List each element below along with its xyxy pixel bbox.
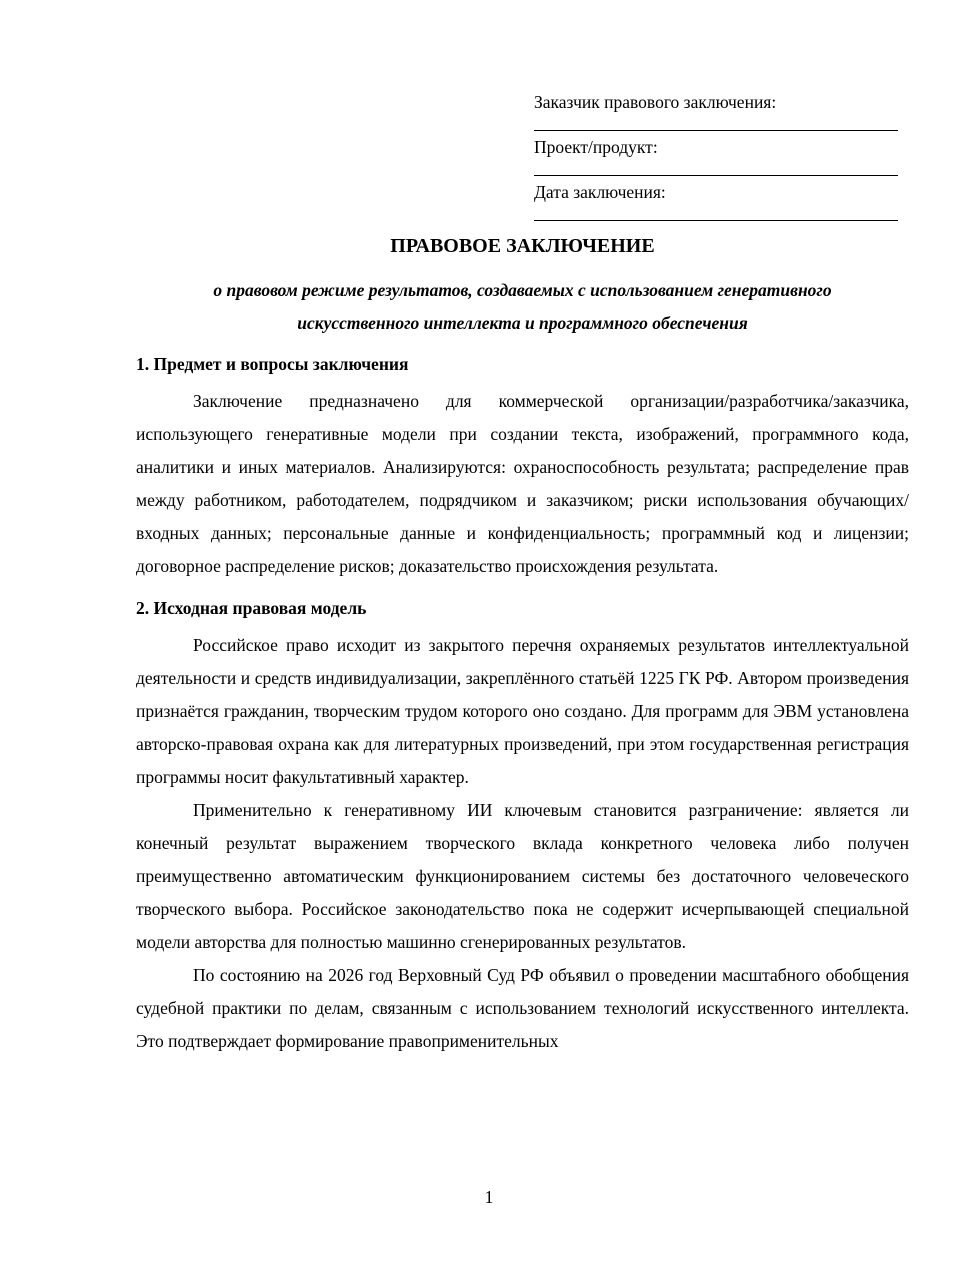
- paragraph: Российское право исходит из закрытого перечня охраняемых результатов интеллектуальной деятельности и средств индивидуализации, закреплённого статьёй 1225 ГК РФ. Автором произведения признаётся гражданин, творческим трудом которого оно создано. Для программ для ЭВМ установлена авторско-правовая охрана как для литературных произведений, при этом государственная регистрация программы носит факультативный характер.: [136, 635, 909, 787]
- paragraph: По состоянию на 2026 год Верховный Суд РФ объявил о проведении масштабного обобщения судебной практики по делам, связанным с использованием технологий искусственного интеллекта. Это подтверждает формирование правоприменительных: [136, 965, 909, 1051]
- paragraph: Заключение предназначено для коммерческой организации/разработчика/заказчика, использующего генеративные модели при создании текста, изображений, программного кода, аналитики и иных материалов. Анализируются: охраноспособность результата; распределение прав между работником, работодателем, подрядчиком и заказчиком; риски использования обучающих/входных данных; персональные данные и конфиденциальность; программный код и лицензии; договорное распределение рисков; доказательство происхождения результата.: [136, 391, 909, 576]
- section-heading: 1. Предмет и вопросы заключения: [136, 354, 409, 374]
- paragraph: Применительно к генеративному ИИ ключевым становится разграничение: является ли конечный результат выражением творческого вклада конкретного человека либо получен преимущественно автоматическим функционированием системы без достаточного человеческого творческого выбора. Российское законодательство пока не содержит исчерпывающей специальной модели авторства для полностью машинно сгенерированных результатов.: [136, 800, 909, 952]
- header-fields: [534, 91, 900, 226]
- page-number: 1: [484, 1187, 494, 1207]
- project-field-label: Проект/продукт:: [534, 137, 658, 157]
- document-title: ПРАВОВОЕ ЗАКЛЮЧЕНИЕ: [390, 235, 655, 257]
- section-spacer: [136, 583, 909, 592]
- section-heading: 2. Исходная правовая модель: [136, 598, 367, 618]
- document-body: [136, 348, 909, 1058]
- document-subtitle: о правовом режиме результатов, создаваемых с использованием генеративного искусственного интеллекта и программного обеспечения: [213, 280, 832, 333]
- date-field-label: Дата заключения:: [534, 182, 666, 202]
- customer-field-label: Заказчик правового заключения:: [534, 92, 777, 112]
